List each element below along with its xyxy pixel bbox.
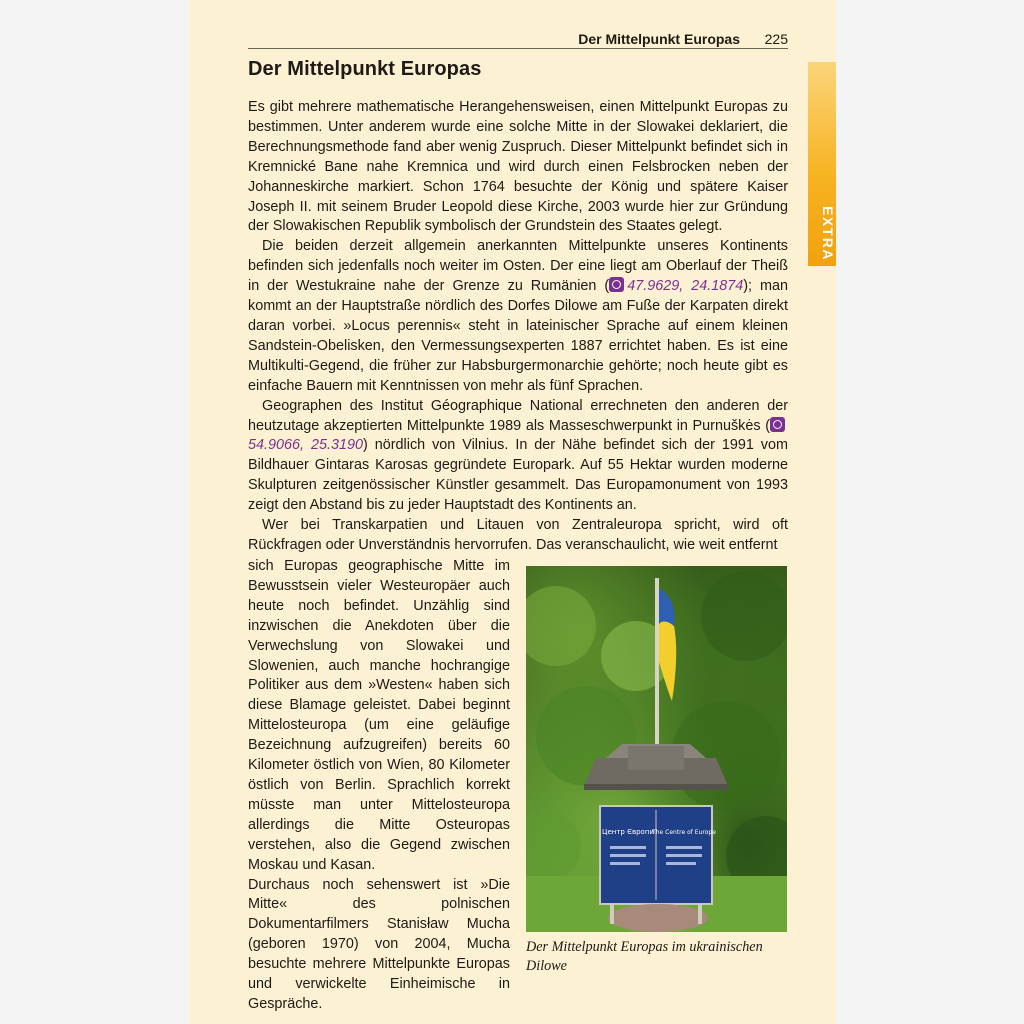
header-title: Der Mittelpunkt Europas <box>578 31 740 47</box>
geo-location-icon <box>770 417 785 432</box>
coordinate-text-1: 47.9629, 24.1874 <box>627 278 744 295</box>
paragraph-3 <box>248 397 788 516</box>
photo-europe-centre <box>526 566 787 932</box>
page-number: 225 <box>764 31 788 47</box>
paragraph-4-start: Wer bei Transkarpatien und Litauen von Zentraleuropa spricht, wird oft Rückfragen oder Unverständnis hervorrufen. Das veranschaulicht, wie weit entfernt <box>248 517 788 553</box>
article-heading: Der Mittelpunkt Europas <box>248 58 482 80</box>
coordinate-text-2: 54.9066, 25.3190 <box>248 437 363 454</box>
article-body-full <box>248 98 788 556</box>
photo-caption: Der Mittelpunkt Europas im ukrainischen Dilowe <box>526 939 763 974</box>
paragraph-3-text-a: Geographen des Institut Géographique National errechneten den anderen der heutzutage akzeptierten Mittelpunkte 1989 als Masseschwerpunkt in Purnuškės ( <box>248 397 788 434</box>
paragraph-1: Es gibt mehrere mathematische Herangehensweisen, einen Mittelpunkt Europas zu bestimmen. Unter anderem wurde eine solche Mitte in der Slowakei deklariert, die Berechnungsmethode fand aber wenig Zuspruch. Dieser Mittelpunkt befindet sich in Kremnické Bane nahe Kremnica und wird durch einen Felsbrocken neben der Johanneskirche markiert. Schon 1764 besuchte der König und spätere Kaiser Joseph II. mit seinem Bruder Leopold diese Kirche, 2003 wurde hier zur Gründung der Slowakischen Republik symbolisch der Grundstein des Staates gelegt. <box>248 99 788 235</box>
paragraph-3-text-b: ) nördlich von Vilnius. In der Nähe befindet sich der 1991 vom Bildhauer Gintaras Karosas gegründete Europark. Auf 55 Hektar wurden moderne Skulpturen zeitgenössischer Künstler gesammelt. Das Europamonument von 1993 zeigt den Abstand bis zu jeder Hauptstadt des Kontinents an. <box>248 437 788 514</box>
paragraph-5: Durchaus noch sehenswert ist »Die Mitte« des polnischen Dokumentarfilmers Stanisław Mucha (geboren 1970) von 2004, Mucha besuchte mehrere Mittelpunkte Europas und verwickelte Einheimische in Gespräche. <box>248 876 510 1012</box>
photo-illustration <box>526 566 787 932</box>
paragraph-2 <box>248 237 788 396</box>
sign-right-text: The Centre of Europe <box>652 829 716 836</box>
sign-left-text: Центр Європи <box>602 828 654 836</box>
extra-tab-label: EXTRA <box>820 205 836 261</box>
paragraph-2-text-b: ); man kommt an der Hauptstraße nördlich des Dorfes Dilowe am Fuße der Karpaten direkt daran vorbei. »Locus perennis« steht in lateinischer Sprache auf einem kleinen Sandstein-Obelisken, den Vermessungsexperten 1887 errichtet haben. Es ist eine Multikulti-Gegend, die früher zur Habsburgermonarchie gehörte; noch heute gibt es einfache Bauern mit Kenntnissen von mehr als fünf Sprachen. <box>248 278 788 394</box>
running-header <box>248 30 788 49</box>
coordinate-link-1[interactable] <box>609 278 743 294</box>
paragraph-2-text-a: Die beiden derzeit allgemein anerkannten Mittelpunkte unseres Kontinents befinden sich jedenfalls noch weiter im Osten. Der eine liegt am Oberlauf der Theiß in der Westukraine nahe der Grenze zu Rumänien ( <box>248 238 788 295</box>
article-body-narrow <box>248 557 510 1015</box>
geo-location-icon <box>609 277 624 292</box>
paragraph-4-rest: sich Europas geographische Mitte im Bewusstsein vieler Westeuropäer auch heute noch befindet. Unzählig sind inzwischen die Anekdoten über die Verwechslung von Slowakei und Slowenien, auch manche hochrangige Politiker aus dem »Westen« haben sich diese Blamage geleistet. Dabei beginnt Mittelosteuropa (um eine geläufige Bezeichnung aufzugreifen) bereits 60 Kilometer östlich von Wien, 80 Kilometer östlich von Berlin. Sprachlich korrekt müsste man unter Mittelosteuropa allerdings die Mitte Osteuropas verstehen, also die Gegend zwischen Moskau und Kasan. <box>248 558 510 873</box>
